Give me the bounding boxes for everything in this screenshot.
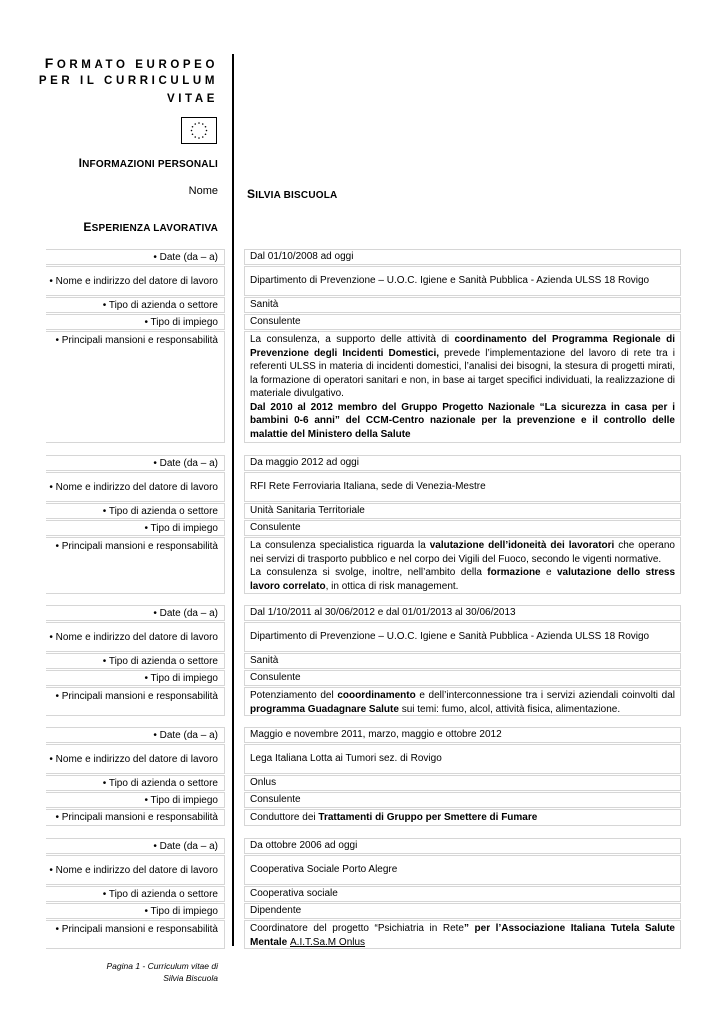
date-label: • Date (da – a) [46, 249, 225, 265]
sector-value: Cooperativa sociale [244, 886, 681, 902]
sector-label: • Tipo di azienda o settore [46, 503, 225, 519]
document-title-line1: FORMATO EUROPEO [44, 55, 218, 71]
sector-value: Onlus [244, 775, 681, 791]
duties-label: • Principali mansioni e responsabilità [46, 687, 225, 716]
sector-value: Sanità [244, 297, 681, 313]
sector-label: • Tipo di azienda o settore [46, 775, 225, 791]
footer-line1: Pagina 1 - Curriculum vitae di [106, 961, 218, 971]
employer-label: • Nome e indirizzo del datore di lavoro [46, 472, 225, 502]
document-title-line3: VITAE [166, 93, 218, 105]
sector-value: Sanità [244, 653, 681, 669]
employer-label: • Nome e indirizzo del datore di lavoro [46, 855, 225, 885]
sector-label: • Tipo di azienda o settore [46, 297, 225, 313]
job-label: • Tipo di impiego [46, 792, 225, 808]
job-value: Consulente [244, 792, 681, 808]
duties-label: • Principali mansioni e responsabilità [46, 331, 225, 443]
document-title-line2: PER IL CURRICULUM [38, 75, 218, 87]
date-value: Dal 01/10/2008 ad oggi [244, 249, 681, 265]
date-label: • Date (da – a) [46, 838, 225, 854]
employer-label: • Nome e indirizzo del datore di lavoro [46, 266, 225, 296]
job-value: Consulente [244, 670, 681, 686]
employer-label: • Nome e indirizzo del datore di lavoro [46, 622, 225, 652]
footer-line2: Silvia Biscuola [163, 973, 218, 983]
duties-value: Potenziamento del cooordinamento e dell’interconnessione tra i servizi aziendali coinvolti dal programma Guadagnare Salute sui temi: fumo, alcol, attività fisica, alimentazione. [244, 687, 681, 716]
duties-value: La consulenza specialistica riguarda la valutazione dell’idoneità dei lavoratori che operano nei servizi di trasporto pubblico e nel corpo dei Vigili del Fuoco, secondo le vigenti normative. La consulenza si svolge, inoltre, nell’ambito della formazione e valutazione dello stress lavoro correlato, in ottica di risk management. [244, 537, 681, 594]
job-value: Consulente [244, 314, 681, 330]
date-value: Maggio e novembre 2011, marzo, maggio e ottobre 2012 [244, 727, 681, 743]
job-label: • Tipo di impiego [46, 670, 225, 686]
name-value: SILVIA BISCUOLA [247, 187, 338, 201]
employer-value: RFI Rete Ferroviaria Italiana, sede di Venezia-Mestre [244, 472, 681, 502]
eu-flag-logo [181, 117, 217, 144]
section-personal-info: INFORMAZIONI PERSONALI [78, 156, 218, 170]
date-label: • Date (da – a) [46, 455, 225, 471]
duties-value: Conduttore dei Trattamenti di Gruppo per Smettere di Fumare [244, 809, 681, 826]
job-label: • Tipo di impiego [46, 903, 225, 919]
duties-label: • Principali mansioni e responsabilità [46, 537, 225, 594]
date-value: Da maggio 2012 ad oggi [244, 455, 681, 471]
date-value: Da ottobre 2006 ad oggi [244, 838, 681, 854]
date-label: • Date (da – a) [46, 605, 225, 621]
employer-value: Dipartimento di Prevenzione – U.O.C. Igiene e Sanità Pubblica - Azienda ULSS 18 Rovigo [244, 622, 681, 652]
job-value: Consulente [244, 520, 681, 536]
employer-label: • Nome e indirizzo del datore di lavoro [46, 744, 225, 774]
date-value: Dal 1/10/2011 al 30/06/2012 e dal 01/01/2013 al 30/06/2013 [244, 605, 681, 621]
section-work-experience: ESPERIENZA LAVORATIVA [83, 220, 218, 234]
employer-value: Lega Italiana Lotta ai Tumori sez. di Rovigo [244, 744, 681, 774]
job-label: • Tipo di impiego [46, 520, 225, 536]
date-label: • Date (da – a) [46, 727, 225, 743]
page-footer [107, 960, 219, 984]
employer-value: Dipartimento di Prevenzione – U.O.C. Igiene e Sanità Pubblica - Azienda ULSS 18 Rovigo [244, 266, 681, 296]
name-label: Nome [188, 185, 218, 197]
vertical-divider [232, 54, 234, 946]
sector-label: • Tipo di azienda o settore [46, 653, 225, 669]
job-label: • Tipo di impiego [46, 314, 225, 330]
employer-value: Cooperativa Sociale Porto Alegre [244, 855, 681, 885]
duties-value: Coordinatore del progetto “Psichiatria in Rete” per l’Associazione Italiana Tutela Salute Mentale A.I.T.Sa.M Onlus [244, 920, 681, 949]
job-value: Dipendente [244, 903, 681, 919]
duties-label: • Principali mansioni e responsabilità [46, 920, 225, 949]
sector-label: • Tipo di azienda o settore [46, 886, 225, 902]
duties-label: • Principali mansioni e responsabilità [46, 809, 225, 826]
sector-value: Unità Sanitaria Territoriale [244, 503, 681, 519]
duties-value: La consulenza, a supporto delle attività di coordinamento del Programma Regionale di Prevenzione degli Incidenti Domestici, prevede l’implementazione del lavoro di rete tra i referenti ULSS in materia di incidenti domestici, l’analisi dei bisogni, la stesura di progetti mirati, la formazione di operatori sanitari e non, in base ai target specifici individuati, la realizzazione di materiale divulgativo. Dal 2010 al 2012 membro del Gruppo Progetto Nazionale “La sicurezza in casa per i bambini 0-6 anni” del CCM-Centro nazionale per la prevenzione e il controllo delle malattie del Ministero della Salute [244, 331, 681, 443]
